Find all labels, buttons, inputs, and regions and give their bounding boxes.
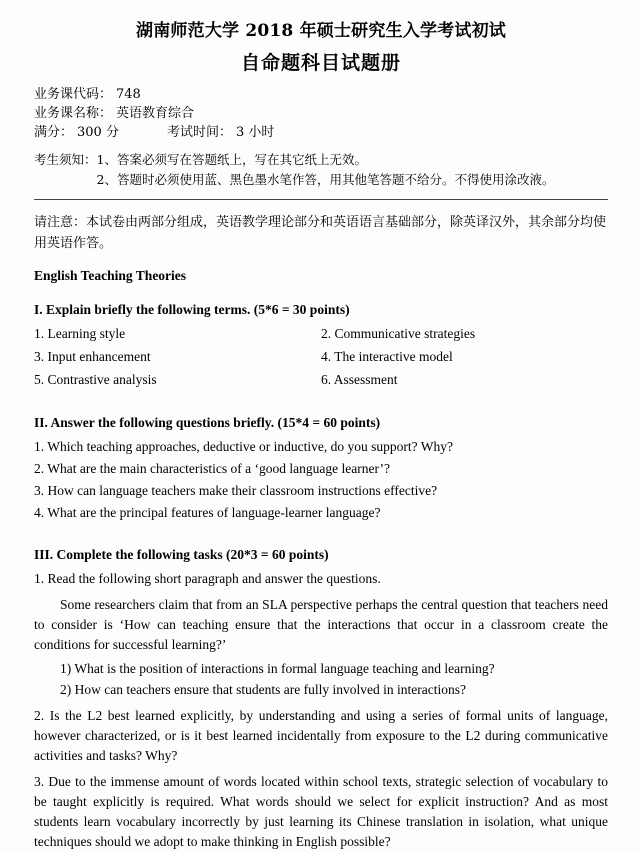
please-note-paragraph: 请注意：本试卷由两部分组成，英语教学理论部分和英语语言基础部分，除英译汉外，其余部分均使用英语作答。 xyxy=(34,215,607,251)
candidate-notice-line: 2、答题时必须使用蓝、黑色墨水笔作答，用其他笔答题不给分。不得使用涂改液。 xyxy=(96,172,555,187)
main-heading: English Teaching Theories xyxy=(34,268,187,283)
section-1-heading: I. Explain briefly the following terms. (5*6 = 30 points) xyxy=(34,302,350,317)
task-1-paragraph: Some researchers claim that from an SLA perspective perhaps the central question that teachers need to consider is ‘How can teaching ensure that the interactions that occur in a classroom create the conditions for successful learning?’ xyxy=(34,597,608,652)
question-item: 1. Which teaching approaches, deductive or inductive, do you support? Why? xyxy=(34,439,454,454)
section-1-terms xyxy=(34,324,608,390)
task-1-lead: 1. Read the following short paragraph and answer the questions. xyxy=(34,571,381,586)
page-subtitle: 自命题科目试题册 xyxy=(240,52,401,74)
exam-body xyxy=(34,266,608,852)
term-item: 2. Communicative strategies xyxy=(321,326,476,341)
task-1-subquestions xyxy=(34,659,608,700)
meta-row-marks-time xyxy=(34,123,608,142)
candidate-notice-line: 1、答案必须写在答题纸上，写在其它纸上无效。 xyxy=(96,152,367,167)
page-title: 湖南师范大学 2018 年硕士研究生入学考试初试 xyxy=(136,21,506,41)
section-3-heading: III. Complete the following tasks (20*3 = 60 points) xyxy=(34,547,329,562)
question-item: 4. What are the principal features of language-learner language? xyxy=(34,505,381,520)
question-item: 2. What are the main characteristics of a ‘good language learner’? xyxy=(34,461,390,476)
subquestion-item: 2) How can teachers ensure that students are fully involved in interactions? xyxy=(60,682,466,697)
candidate-notice-label: 考生须知： xyxy=(34,152,97,167)
question-item: 3. How can language teachers make their classroom instructions effective? xyxy=(34,483,438,498)
term-row xyxy=(34,370,608,390)
term-row xyxy=(34,324,608,344)
course-code-label: 业务课代码： xyxy=(34,87,113,102)
term-row xyxy=(34,347,608,367)
term-item: 3. Input enhancement xyxy=(34,349,151,364)
divider xyxy=(34,199,608,200)
section-2-heading: II. Answer the following questions briefly. (15*4 = 60 points) xyxy=(34,415,381,430)
task-2-paragraph: 2. Is the L2 best learned explicitly, by understanding and using a series of formal units of language, however characterized, or is it best learned incidentally from exposure to the L2 during communicative activities and tasks? Why? xyxy=(34,708,608,763)
term-item: 6. Assessment xyxy=(321,372,398,387)
full-mark-label: 满分： xyxy=(34,125,74,140)
section-2-questions xyxy=(34,437,608,523)
term-item: 4. The interactive model xyxy=(321,349,453,364)
course-code-value: 748 xyxy=(116,87,141,102)
candidate-notice xyxy=(34,150,608,190)
term-item: 1. Learning style xyxy=(34,326,126,341)
exam-time-value: 3 小时 xyxy=(235,125,275,140)
meta-row-course-code xyxy=(34,85,608,104)
full-mark-value: 300 分 xyxy=(77,125,119,140)
term-item: 5. Contrastive analysis xyxy=(34,372,157,387)
course-name-label: 业务课名称： xyxy=(34,106,113,121)
course-name-value: 英语教育综合 xyxy=(116,106,195,121)
task-3-paragraph: 3. Due to the immense amount of words located within school texts, strategic selection of vocabulary to be taught explicitly is required. What words should we select for explicit instruction? And as most students learn vocabulary incorrectly by just learning its Chinese translation in isolation, what unique techniques should we adopt to make thinking in English possible? xyxy=(34,774,608,849)
exam-meta xyxy=(34,85,608,142)
exam-time-label: 考试时间： xyxy=(166,125,232,140)
candidate-notice-lines xyxy=(97,150,555,190)
subquestion-item: 1) What is the position of interactions in formal language teaching and learning? xyxy=(60,661,495,676)
meta-row-course-name xyxy=(34,104,608,123)
